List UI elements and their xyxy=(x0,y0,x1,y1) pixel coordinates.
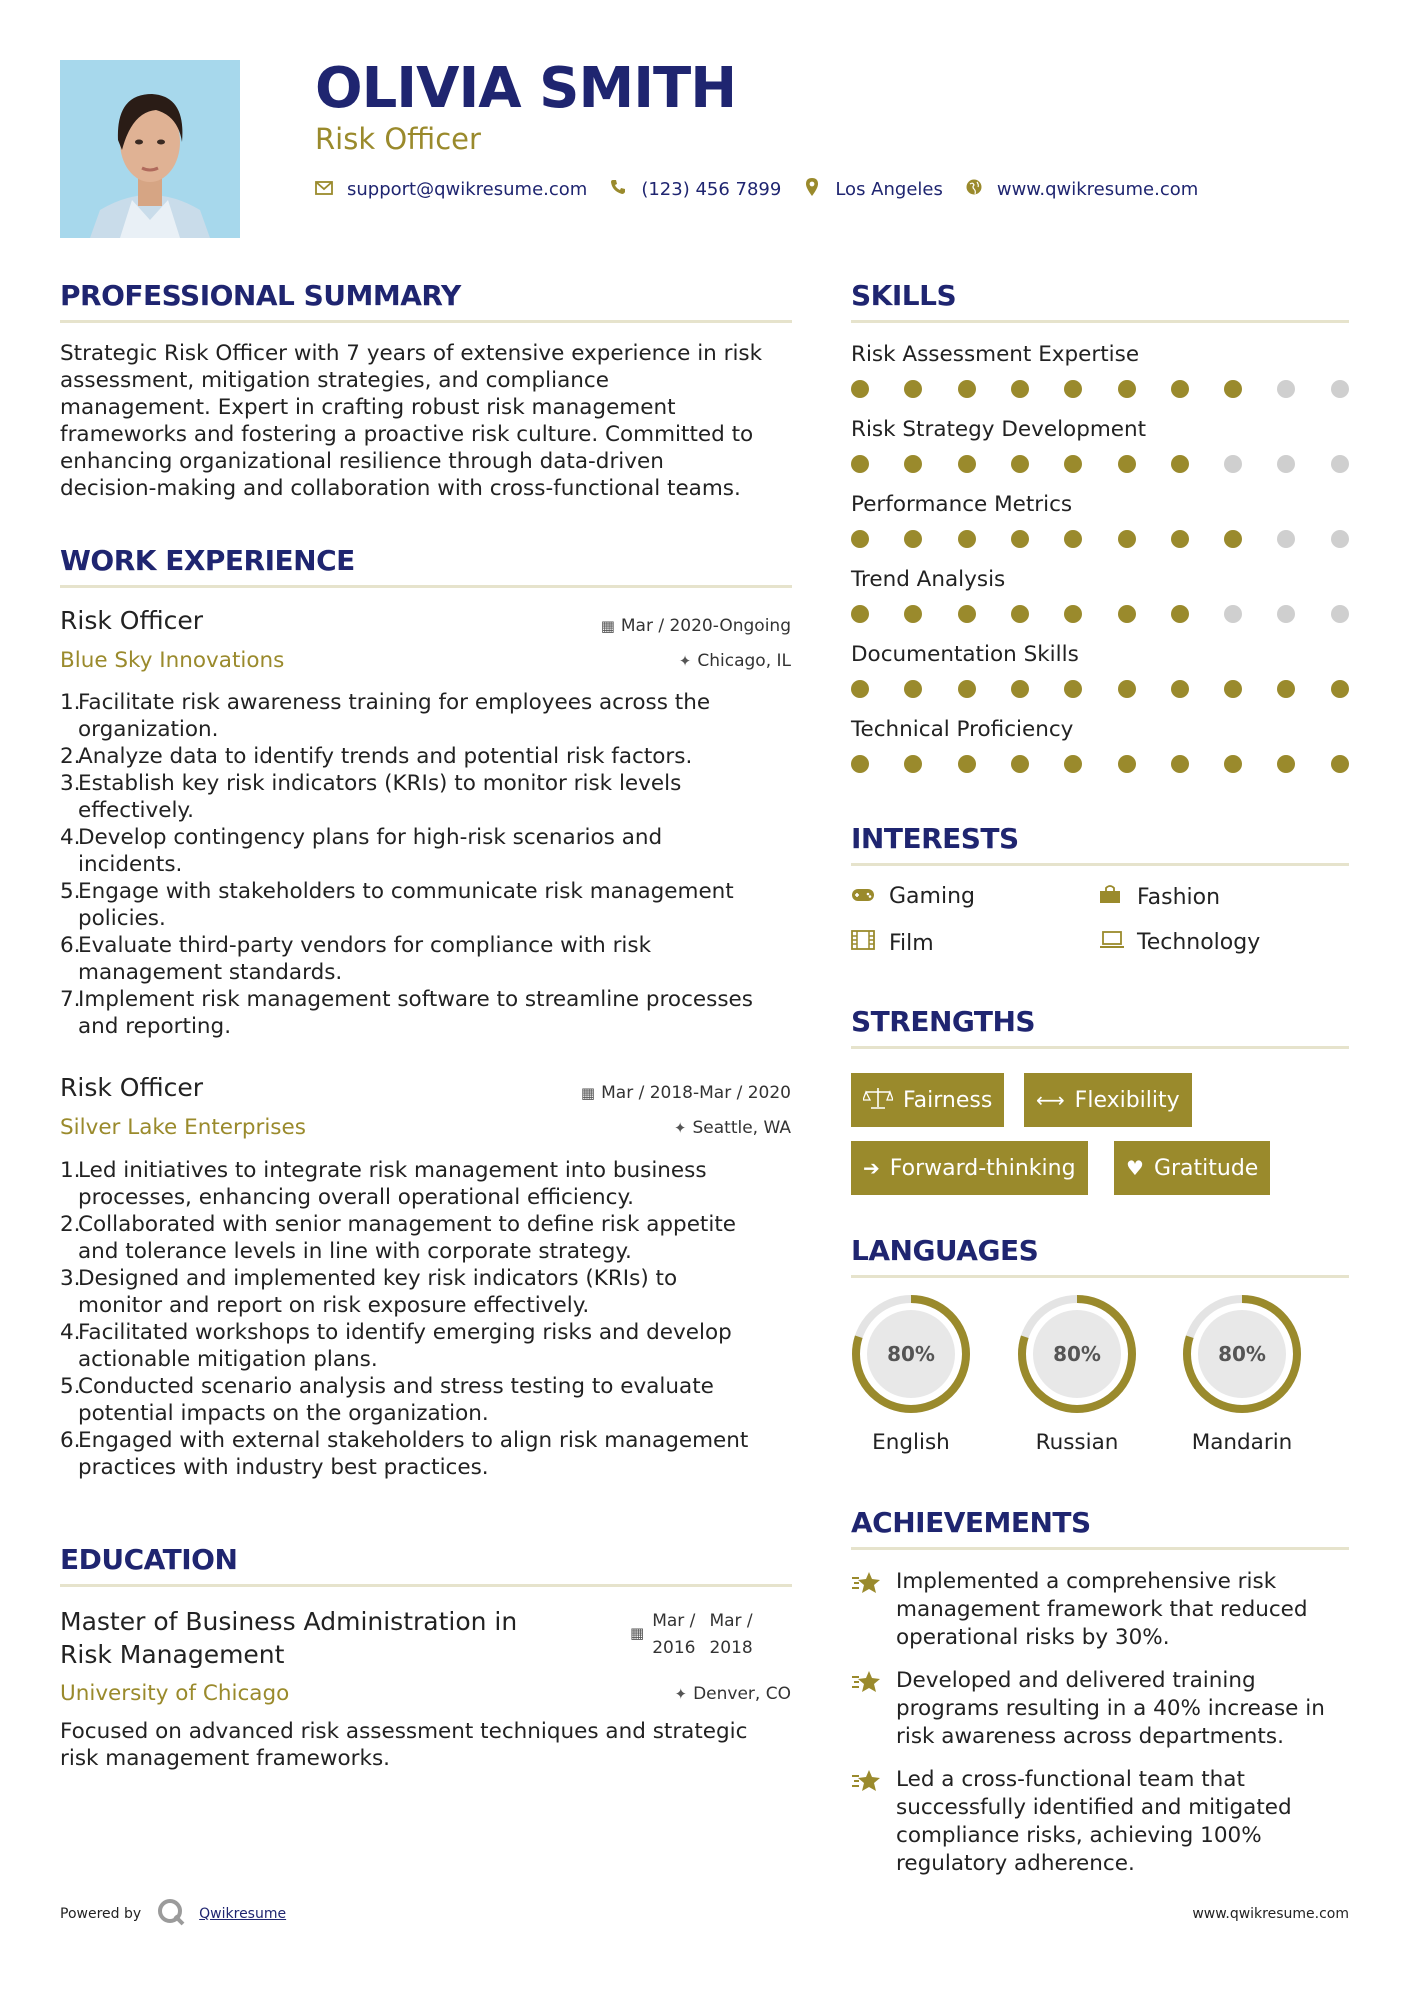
footer-website[interactable]: www.qwikresume.com xyxy=(1192,1906,1349,1922)
rating-dot xyxy=(904,380,922,398)
list-item xyxy=(60,1319,800,1373)
list-item-line: Engage with stakeholders to communicate risk management xyxy=(78,879,734,904)
rating-dot xyxy=(1277,380,1295,398)
balance-scale-icon xyxy=(863,1087,893,1114)
summary-line: Strategic Risk Officer with 7 years of extensive experience in risk xyxy=(60,341,763,366)
rating-dot xyxy=(1224,530,1242,548)
rating-dot xyxy=(1224,380,1242,398)
list-item xyxy=(60,689,800,743)
list-item-line: Engaged with external stakeholders to align risk management xyxy=(78,1428,749,1453)
language-ring xyxy=(850,1293,972,1415)
rating-dot xyxy=(851,605,869,623)
phone-icon xyxy=(609,179,627,199)
list-number: 4. xyxy=(60,1320,81,1345)
rating-dot xyxy=(958,680,976,698)
ring-percent-label: 80% xyxy=(887,1342,935,1366)
strength-label: Flexibility xyxy=(1074,1087,1180,1113)
contact-phone[interactable] xyxy=(609,179,781,200)
achievement-line: operational risks by 30%. xyxy=(896,1625,1170,1650)
list-item xyxy=(60,1211,800,1265)
start-month: Mar / xyxy=(652,1611,696,1631)
list-number: 3. xyxy=(60,771,81,796)
skill-name: Performance Metrics xyxy=(851,492,1073,517)
strength-tag-forward-thinking xyxy=(851,1141,1088,1195)
phone-text: (123) 456 7899 xyxy=(641,178,782,200)
list-item xyxy=(60,743,800,770)
strengths-divider xyxy=(851,1046,1349,1049)
star-icon xyxy=(851,1568,896,1652)
achievement-text xyxy=(896,1568,1308,1652)
language-ring-chart xyxy=(1181,1293,1303,1415)
job-location-text: Chicago, IL xyxy=(697,651,791,671)
list-item-line: Led initiatives to integrate risk management into business xyxy=(78,1158,707,1183)
list-number: 1. xyxy=(60,690,81,715)
skill-name: Technical Proficiency xyxy=(851,717,1074,742)
contact-location xyxy=(803,178,943,200)
summary-line: enhancing organizational resilience through data-driven xyxy=(60,449,664,474)
interest-item-gaming xyxy=(851,884,975,909)
job-dates-text: Mar / 2020-Ongoing xyxy=(620,616,791,636)
interests-heading: INTERESTS xyxy=(851,822,1019,855)
job-dates xyxy=(581,1083,791,1103)
list-number: 2. xyxy=(60,744,81,769)
list-item-line: policies. xyxy=(78,906,166,931)
envelope-icon xyxy=(315,180,333,199)
list-item-line: Implement risk management software to streamline processes xyxy=(78,987,753,1012)
list-number: 5. xyxy=(60,1374,81,1399)
qwikresume-link[interactable]: Qwikresume xyxy=(199,1906,287,1922)
location-text: Los Angeles xyxy=(835,178,943,200)
candidate-title: Risk Officer xyxy=(315,122,481,156)
education-location xyxy=(675,1684,791,1704)
list-item-line: Conducted scenario analysis and stress testing to evaluate xyxy=(78,1374,714,1399)
list-number: 3. xyxy=(60,1266,81,1291)
ring-percent-label: 80% xyxy=(1053,1342,1101,1366)
rating-dot xyxy=(851,455,869,473)
education-location-text: Denver, CO xyxy=(693,1684,791,1704)
rating-dot xyxy=(1277,605,1295,623)
skill-rating xyxy=(851,605,1349,625)
list-item-line: monitor and report on risk exposure effectively. xyxy=(78,1293,590,1318)
rating-dot xyxy=(1171,530,1189,548)
job-dates xyxy=(601,616,791,636)
rating-dot xyxy=(1171,605,1189,623)
list-item xyxy=(60,770,800,824)
shopping-bag-icon xyxy=(1099,884,1125,910)
list-item-line: potential impacts on the organization. xyxy=(78,1401,489,1426)
summary-line: frameworks and fostering a proactive risk culture. Committed to xyxy=(60,422,754,447)
achievements-divider xyxy=(851,1547,1349,1550)
job-duties-list xyxy=(60,689,800,1040)
rating-dot xyxy=(1224,680,1242,698)
rating-dot xyxy=(958,455,976,473)
list-item xyxy=(60,1265,800,1319)
rating-dot xyxy=(1118,605,1136,623)
job-title: Risk Officer xyxy=(60,1073,204,1102)
rating-dot xyxy=(1118,755,1136,773)
list-item-line: Develop contingency plans for high-risk scenarios and xyxy=(78,825,663,850)
calendar-icon: ▦ xyxy=(630,1624,645,1642)
star-icon xyxy=(851,1667,896,1751)
rating-dot xyxy=(851,380,869,398)
list-item-line: Collaborated with senior management to define risk appetite xyxy=(78,1212,736,1237)
list-item xyxy=(60,1373,800,1427)
rating-dot xyxy=(1331,530,1349,548)
education-start xyxy=(652,1608,695,1662)
list-item-line: and tolerance levels in line with corporate strategy. xyxy=(78,1239,632,1264)
rating-dot xyxy=(1277,755,1295,773)
language-name: English xyxy=(872,1430,950,1455)
interest-label: Technology xyxy=(1137,930,1261,955)
rating-dot xyxy=(1011,455,1029,473)
strength-tag-fairness xyxy=(851,1073,1004,1127)
work-heading: WORK EXPERIENCE xyxy=(60,544,355,577)
rating-dot xyxy=(1011,605,1029,623)
rating-dot xyxy=(1064,680,1082,698)
rating-dot xyxy=(958,605,976,623)
education-divider xyxy=(60,1584,792,1587)
list-item-line: and reporting. xyxy=(78,1014,232,1039)
job-location xyxy=(674,1118,791,1138)
job-duties-list xyxy=(60,1157,800,1481)
rating-dot xyxy=(1331,455,1349,473)
interest-item-fashion xyxy=(1099,884,1220,910)
job-company: Silver Lake Enterprises xyxy=(60,1115,306,1140)
pin-icon: ✦ xyxy=(673,1119,687,1137)
rating-dot xyxy=(1064,455,1082,473)
film-icon xyxy=(851,930,877,956)
job-location-text: Seattle, WA xyxy=(692,1118,791,1138)
education-dates xyxy=(630,1608,753,1662)
language-name: Mandarin xyxy=(1191,1430,1293,1455)
list-item xyxy=(60,932,800,986)
rating-dot xyxy=(1064,530,1082,548)
rating-dot xyxy=(1277,680,1295,698)
summary-text xyxy=(60,340,795,502)
rating-dot xyxy=(1277,530,1295,548)
skills-heading: SKILLS xyxy=(851,279,957,312)
globe-icon xyxy=(965,179,983,199)
rating-dot xyxy=(1331,680,1349,698)
list-item-line: actionable mitigation plans. xyxy=(78,1347,378,1372)
rating-dot xyxy=(904,455,922,473)
interest-item-film xyxy=(851,930,934,956)
language-ring xyxy=(1016,1293,1138,1415)
rating-dot xyxy=(1064,380,1082,398)
rating-dot xyxy=(1011,755,1029,773)
list-number: 4. xyxy=(60,825,81,850)
list-number: 1. xyxy=(60,1158,81,1183)
rating-dot xyxy=(1331,605,1349,623)
list-number: 5. xyxy=(60,879,81,904)
gamepad-icon xyxy=(851,884,877,909)
skill-name: Risk Assessment Expertise xyxy=(851,342,1140,367)
list-item-line: incidents. xyxy=(78,852,183,877)
rating-dot xyxy=(958,530,976,548)
map-marker-icon xyxy=(803,178,821,200)
summary-line: assessment, mitigation strategies, and compliance xyxy=(60,368,609,393)
skill-name: Documentation Skills xyxy=(851,642,1079,667)
list-item-line: processes, enhancing overall operational efficiency. xyxy=(78,1185,634,1210)
achievement-line: successfully identified and mitigated xyxy=(896,1795,1292,1820)
rating-dot xyxy=(1224,605,1242,623)
summary-line: decision-making and collaboration with cross-functional teams. xyxy=(60,476,741,501)
rating-dot xyxy=(851,680,869,698)
email-text: support@qwikresume.com xyxy=(347,178,588,200)
list-number: 6. xyxy=(60,933,81,958)
list-item-line: organization. xyxy=(78,717,219,742)
pin-icon: ✦ xyxy=(678,652,692,670)
rating-dot xyxy=(1277,455,1295,473)
rating-dot xyxy=(1118,530,1136,548)
job-title: Risk Officer xyxy=(60,606,204,635)
rating-dot xyxy=(1011,380,1029,398)
degree-line: Master of Business Administration in xyxy=(60,1607,518,1636)
start-year: 2016 xyxy=(652,1638,696,1658)
rating-dot xyxy=(1064,755,1082,773)
strength-label: Fairness xyxy=(903,1087,993,1113)
list-item-line: Facilitated workshops to identify emerging risks and develop xyxy=(78,1320,732,1345)
list-item-line: practices with industry best practices. xyxy=(78,1455,489,1480)
contact-email[interactable] xyxy=(315,179,587,200)
education-heading: EDUCATION xyxy=(60,1543,238,1576)
achievement-item xyxy=(851,1667,1349,1751)
achievement-line: compliance risks, achieving 100% xyxy=(896,1823,1262,1848)
list-item-line: Designed and implemented key risk indicators (KRIs) to xyxy=(78,1266,678,1291)
qwikresume-logo-icon xyxy=(157,1898,185,1930)
candidate-name: OLIVIA SMITH xyxy=(315,56,737,121)
rating-dot xyxy=(1011,680,1029,698)
achievement-item xyxy=(851,1766,1349,1878)
interest-label: Fashion xyxy=(1137,884,1221,910)
summary-heading: PROFESSIONAL SUMMARY xyxy=(60,279,461,312)
list-item-line: Evaluate third-party vendors for compliance with risk xyxy=(78,933,652,958)
rating-dot xyxy=(1118,455,1136,473)
education-desc-line: risk management frameworks. xyxy=(60,1746,390,1771)
contact-website[interactable] xyxy=(965,179,1198,200)
achievement-text xyxy=(896,1766,1292,1878)
skills-divider xyxy=(851,320,1349,323)
achievement-line: risk awareness across departments. xyxy=(896,1724,1284,1749)
achievement-text xyxy=(896,1667,1325,1751)
degree-title xyxy=(60,1605,517,1671)
summary-divider xyxy=(60,320,792,323)
interest-label: Gaming xyxy=(889,884,975,909)
skill-rating xyxy=(851,680,1349,700)
rating-dot xyxy=(904,755,922,773)
calendar-icon: ▦ xyxy=(600,617,615,635)
school-name: University of Chicago xyxy=(60,1681,290,1706)
education-description xyxy=(60,1718,795,1772)
list-number: 7. xyxy=(60,987,81,1012)
list-item xyxy=(60,986,800,1040)
interests-divider xyxy=(851,863,1349,866)
interest-item-technology xyxy=(1099,930,1260,955)
rating-dot xyxy=(904,530,922,548)
list-item-line: Establish key risk indicators (KRIs) to monitor risk levels xyxy=(78,771,682,796)
rating-dot xyxy=(1118,680,1136,698)
degree-line: Risk Management xyxy=(60,1640,285,1669)
achievement-line: management framework that reduced xyxy=(896,1597,1308,1622)
skill-name: Trend Analysis xyxy=(851,567,1006,592)
achievement-line: Developed and delivered training xyxy=(896,1668,1256,1693)
arrows-horizontal-icon: ⟷ xyxy=(1036,1088,1065,1112)
language-ring-chart xyxy=(850,1293,972,1415)
list-number: 6. xyxy=(60,1428,81,1453)
rating-dot xyxy=(1064,605,1082,623)
rating-dot xyxy=(1224,455,1242,473)
end-month: Mar / xyxy=(709,1611,753,1631)
skill-rating xyxy=(851,455,1349,475)
skill-rating xyxy=(851,530,1349,550)
skill-rating xyxy=(851,380,1349,400)
website-text: www.qwikresume.com xyxy=(996,178,1199,200)
strength-label: Forward-thinking xyxy=(889,1155,1076,1181)
calendar-icon: ▦ xyxy=(580,1084,596,1102)
ring-percent-label: 80% xyxy=(1218,1342,1266,1366)
arrow-right-icon: ➔ xyxy=(863,1156,880,1180)
rating-dot xyxy=(1171,755,1189,773)
powered-by-text: Powered by xyxy=(60,1906,142,1922)
rating-dot xyxy=(1171,455,1189,473)
profile-photo xyxy=(60,60,240,238)
list-item xyxy=(60,1157,800,1211)
interest-label: Film xyxy=(889,930,934,956)
end-year: 2018 xyxy=(709,1638,753,1658)
education-end xyxy=(709,1608,752,1662)
rating-dot xyxy=(1011,530,1029,548)
rating-dot xyxy=(958,380,976,398)
heart-icon: ♥ xyxy=(1126,1156,1144,1180)
language-ring xyxy=(1181,1293,1303,1415)
rating-dot xyxy=(851,530,869,548)
job-company: Blue Sky Innovations xyxy=(60,648,285,673)
achievement-line: Led a cross-functional team that xyxy=(896,1767,1245,1792)
achievement-line: regulatory adherence. xyxy=(896,1851,1135,1876)
job-location xyxy=(679,651,791,671)
strength-tag-gratitude xyxy=(1114,1141,1270,1195)
contact-bar xyxy=(315,178,1220,200)
job-dates-text: Mar / 2018-Mar / 2020 xyxy=(601,1083,791,1103)
list-item-line: management standards. xyxy=(78,960,343,985)
rating-dot xyxy=(1171,380,1189,398)
rating-dot xyxy=(904,680,922,698)
achievements-heading: ACHIEVEMENTS xyxy=(851,1506,1091,1539)
rating-dot xyxy=(851,755,869,773)
rating-dot xyxy=(1171,680,1189,698)
strength-tag-flexibility xyxy=(1024,1073,1192,1127)
list-item xyxy=(60,824,800,878)
laptop-icon xyxy=(1099,930,1125,955)
footer-powered-by xyxy=(60,1898,286,1930)
list-item xyxy=(60,1427,800,1481)
summary-line: management. Expert in crafting robust risk management xyxy=(60,395,676,420)
list-item xyxy=(60,878,800,932)
work-divider xyxy=(60,585,792,588)
language-ring-chart xyxy=(1016,1293,1138,1415)
education-desc-line: Focused on advanced risk assessment techniques and strategic xyxy=(60,1719,748,1744)
languages-divider xyxy=(851,1275,1349,1278)
strengths-heading: STRENGTHS xyxy=(851,1005,1036,1038)
list-item-line: Analyze data to identify trends and potential risk factors. xyxy=(78,744,693,769)
language-name: Russian xyxy=(1035,1430,1119,1455)
list-number: 2. xyxy=(60,1212,81,1237)
rating-dot xyxy=(1224,755,1242,773)
skill-rating xyxy=(851,755,1349,775)
star-icon xyxy=(851,1766,896,1878)
languages-heading: LANGUAGES xyxy=(851,1234,1039,1267)
rating-dot xyxy=(1331,755,1349,773)
achievement-line: Implemented a comprehensive risk xyxy=(896,1569,1277,1594)
skill-name: Risk Strategy Development xyxy=(851,417,1147,442)
pin-icon: ✦ xyxy=(674,1685,688,1703)
rating-dot xyxy=(904,605,922,623)
list-item-line: Facilitate risk awareness training for employees across the xyxy=(78,690,711,715)
strength-label: Gratitude xyxy=(1153,1155,1259,1181)
rating-dot xyxy=(1331,380,1349,398)
rating-dot xyxy=(1118,380,1136,398)
list-item-line: effectively. xyxy=(78,798,194,823)
achievement-item xyxy=(851,1568,1349,1652)
achievement-line: programs resulting in a 40% increase in xyxy=(896,1696,1325,1721)
rating-dot xyxy=(958,755,976,773)
